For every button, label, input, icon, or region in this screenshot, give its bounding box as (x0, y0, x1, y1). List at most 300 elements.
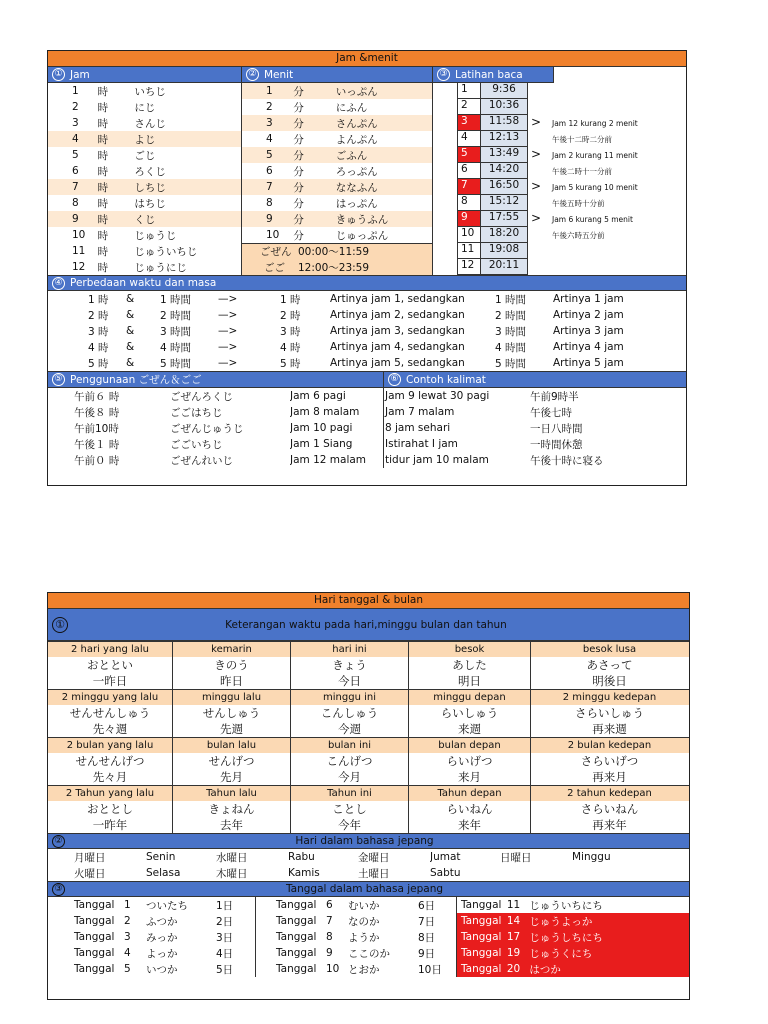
latihan-arrow: > (530, 179, 542, 193)
perbedaan-arrow: —> (218, 357, 238, 369)
tanggal-row (256, 945, 456, 961)
perbedaan-jikan: 2 時間 (160, 309, 192, 322)
tanggal-reading: じゅうくにち (529, 947, 593, 960)
jam-reading: ごじ (134, 149, 156, 162)
keterangan-kanji-cell: 昨日 (173, 673, 291, 689)
perbedaan-arrow: —> (218, 341, 238, 353)
jam-row (48, 227, 241, 243)
perbedaan-row (48, 355, 686, 371)
section-header-hari: ② Hari dalam bahasa jepang (48, 833, 689, 849)
menit-number: 6 (266, 165, 273, 177)
keterangan-kana-row (48, 657, 689, 673)
jam-row (48, 259, 241, 275)
tanggal-row (48, 897, 255, 913)
tanggal-row (48, 913, 255, 929)
menit-reading: じゅっぷん (335, 229, 389, 242)
jam-number: 11 (72, 245, 86, 257)
tanggal-number: 5 (124, 963, 131, 975)
latihan-note: Jam 12 kurang 2 menit (552, 118, 638, 128)
penggunaan-table (48, 388, 384, 468)
contoh-indonesian: Jam 7 malam (385, 406, 455, 418)
menit-kanji: 分 (293, 165, 304, 178)
contoh-japanese: 午後七時 (530, 406, 572, 419)
perbedaan-jam: 4 時 (88, 341, 109, 354)
tanggal-row (256, 913, 456, 929)
hari-kanji: 月曜日 (74, 851, 106, 864)
menit-row (242, 147, 432, 163)
menit-kanji: 分 (293, 181, 304, 194)
keterangan-kana-cell: せんしゅう (173, 705, 291, 721)
latihan-row (433, 227, 683, 243)
tanggal-table (48, 897, 689, 977)
tanggal-reading: ようか (348, 931, 380, 944)
latihan-number: 3 (457, 115, 481, 131)
tanggal-number: 2 (124, 915, 131, 927)
penggunaan-kanji: 午前10時 (74, 422, 119, 435)
menit-number: 10 (266, 229, 280, 241)
keterangan-kanji-cell: 今日 (291, 673, 409, 689)
latihan-number: 7 (457, 179, 481, 195)
keterangan-heads-cell: 2 bulan kedepan (567, 740, 652, 751)
penggunaan-meaning: Jam 12 malam (290, 454, 367, 466)
tanggal-number: 17 (506, 931, 521, 943)
tanggal-row (256, 897, 456, 913)
jam-row (48, 179, 241, 195)
perbedaan-jikan-2: 4 時間 (495, 341, 527, 354)
latihan-time: 17:55 (481, 211, 528, 227)
latihan-number: 5 (457, 147, 481, 163)
tanggal-label: Tanggal (276, 963, 317, 975)
tanggal-reading: ふつか (146, 915, 178, 928)
perbedaan-desc: Artinya jam 2, sedangkan (330, 309, 465, 321)
menit-reading: ろっぷん (335, 165, 378, 178)
latihan-table (433, 83, 683, 275)
tanggal-reading: よっか (146, 947, 178, 960)
jam-number: 9 (72, 213, 79, 225)
keterangan-heads-cell: besok lusa (582, 644, 637, 655)
menit-reading: はっぷん (335, 197, 378, 210)
tanggal-number: 9 (326, 947, 333, 959)
penggunaan-reading: ごごいちじ (170, 438, 223, 451)
perbedaan-jam-2: 1 時 (280, 293, 301, 306)
hari-kanji: 土曜日 (358, 867, 390, 880)
perbedaan-meaning: Artinya 5 jam (553, 357, 624, 369)
latihan-row (433, 147, 683, 163)
tanggal-label: Tanggal (74, 931, 115, 943)
tanggal-number: 8 (326, 931, 333, 943)
keterangan-table (48, 641, 689, 833)
keterangan-kana-cell: らいねん (409, 801, 531, 817)
keterangan-heads-cell: Tahun ini (291, 786, 409, 801)
penggunaan-kanji: 午後１ 時 (74, 438, 120, 451)
menit-table (242, 83, 433, 275)
tanggal-row (256, 961, 456, 977)
keterangan-kanji-cell: 再来月 (592, 770, 627, 784)
tanggal-label: Tanggal (461, 899, 502, 911)
perbedaan-jikan: 1 時間 (160, 293, 192, 306)
menit-kanji: 分 (293, 197, 304, 210)
hari-row (48, 849, 689, 865)
latihan-time: 10:36 (481, 99, 528, 115)
jam-number: 8 (72, 197, 79, 209)
latihan-row (433, 243, 683, 259)
latihan-arrow (528, 259, 544, 275)
gozen-row: ごぜん 00:00〜11:59 (242, 243, 432, 259)
tanggal-row (457, 913, 689, 929)
perbedaan-jikan-2: 2 時間 (495, 309, 527, 322)
perbedaan-row (48, 323, 686, 339)
latihan-arrow: > (530, 147, 542, 161)
keterangan-heads-row (48, 689, 689, 705)
keterangan-kanji-cell: 先々週 (48, 721, 173, 737)
menit-reading: ごふん (335, 149, 368, 162)
jam-row (48, 131, 241, 147)
jam-number: 4 (72, 133, 79, 145)
menit-reading: ななふん (335, 181, 378, 194)
keterangan-kanji-cell: 先々月 (48, 769, 173, 785)
tanggal-label: Tanggal (276, 899, 317, 911)
perbedaan-arrow: —> (218, 325, 238, 337)
section-header-penggunaan: ⑤ Penggunaan ごぜん＆ごご (48, 372, 384, 388)
perbedaan-arrow: —> (218, 293, 238, 305)
tanggal-kanji: 4日 (216, 947, 234, 960)
perbedaan-jam-2: 5 時 (280, 357, 301, 370)
perbedaan-meaning: Artinya 1 jam (553, 293, 624, 305)
penggunaan-meaning: Jam 6 pagi (290, 390, 346, 402)
contoh-japanese: 一日八時間 (530, 422, 583, 435)
contoh-indonesian: Jam 9 lewat 30 pagi (385, 390, 490, 402)
perbedaan-jam: 5 時 (88, 357, 109, 370)
perbedaan-jam-2: 4 時 (280, 341, 301, 354)
keterangan-heads-cell: 2 Tahun yang lalu (48, 786, 173, 801)
menit-kanji: 分 (293, 85, 304, 98)
tanggal-reading: むいか (348, 899, 380, 912)
tanggal-label: Tanggal (276, 915, 317, 927)
tanggal-label: Tanggal (276, 931, 317, 943)
contoh-japanese: 午前9時半 (530, 390, 579, 403)
latihan-arrow (528, 195, 544, 211)
perbedaan-row (48, 339, 686, 355)
penggunaan-meaning: Jam 10 pagi (290, 422, 353, 434)
tanggal-number: 19 (506, 947, 521, 959)
menit-row (242, 227, 432, 243)
sheet2-title: Hari tanggal & bulan (48, 593, 689, 609)
section-header-contoh: ⑥ Contoh kalimat (384, 372, 686, 388)
jam-row (48, 83, 241, 99)
tanggal-row (48, 945, 255, 961)
penggunaan-meaning: Jam 1 Siang (290, 438, 353, 450)
keterangan-kana-cell: らいげつ (409, 753, 531, 769)
perbedaan-meaning: Artinya 4 jam (553, 341, 624, 353)
perbedaan-desc: Artinya jam 4, sedangkan (330, 341, 465, 353)
latihan-time: 15:12 (481, 195, 528, 211)
perbedaan-amp: & (126, 293, 135, 305)
jam-kanji: 時 (97, 197, 109, 210)
penggunaan-reading: ごぜんじゅうじ (170, 422, 244, 435)
jam-reading: にじ (134, 101, 156, 114)
menit-reading: にふん (335, 101, 368, 114)
latihan-row (433, 99, 683, 115)
latihan-arrow (528, 163, 544, 179)
perbedaan-jikan: 4 時間 (160, 341, 192, 354)
menit-row (242, 115, 432, 131)
menit-kanji: 分 (293, 213, 304, 226)
section-header-menit: ② Menit (242, 67, 433, 83)
latihan-number: 9 (457, 211, 481, 227)
keterangan-kana-cell: おととい (48, 657, 173, 673)
jam-number: 3 (72, 117, 79, 129)
keterangan-heads-cell: bulan depan (409, 738, 531, 753)
keterangan-heads-cell: 2 bulan yang lalu (48, 738, 173, 753)
tanggal-kanji: 3日 (216, 931, 234, 944)
penggunaan-row (48, 452, 383, 468)
perbedaan-arrow: —> (218, 309, 238, 321)
menit-number: 5 (266, 149, 273, 161)
penggunaan-reading: ごごはちじ (170, 406, 223, 419)
penggunaan-reading: ごぜんろくじ (170, 390, 233, 403)
menit-number: 9 (266, 213, 273, 225)
keterangan-kanji-cell: 明日 (409, 673, 531, 689)
jam-number: 6 (72, 165, 79, 177)
tanggal-reading: じゅうよっか (529, 915, 593, 928)
keterangan-heads-cell: besok (409, 642, 531, 657)
jam-reading: じゅうじ (134, 229, 177, 242)
section-header-latihan: ③ Latihan baca (433, 67, 554, 83)
perbedaan-desc: Artinya jam 5, sedangkan (330, 357, 465, 369)
jam-number: 12 (72, 261, 86, 273)
tanggal-label: Tanggal (74, 899, 115, 911)
penggunaan-kanji: 午後８ 時 (74, 406, 120, 419)
latihan-row (433, 115, 683, 131)
jam-number: 2 (72, 101, 79, 113)
penggunaan-kanji: 午前０ 時 (74, 454, 120, 467)
keterangan-kana-cell: あさって (586, 658, 633, 672)
keterangan-kana-cell: さらいげつ (580, 754, 639, 768)
contoh-indonesian: Istirahat I jam (385, 438, 458, 450)
tanggal-label: Tanggal (461, 931, 502, 943)
keterangan-kanji-row (48, 769, 689, 785)
hari-kanji: 火曜日 (74, 867, 106, 880)
latihan-row (433, 131, 683, 147)
keterangan-kana-cell: らいしゅう (409, 705, 531, 721)
jam-row (48, 115, 241, 131)
keterangan-kanji-row (48, 673, 689, 689)
menit-reading: いっぷん (335, 85, 378, 98)
penggunaan-row (48, 420, 383, 436)
keterangan-heads-cell: minggu ini (291, 690, 409, 705)
jam-kanji: 時 (97, 85, 109, 98)
tanggal-kanji: 10日 (418, 963, 442, 976)
tanggal-reading: いつか (146, 963, 178, 976)
latihan-number: 11 (457, 243, 481, 259)
perbedaan-meaning: Artinya 3 jam (553, 325, 624, 337)
latihan-note: 午後二時十一分前 (552, 166, 612, 176)
menit-row (242, 131, 432, 147)
keterangan-heads-cell: 2 minggu yang lalu (48, 690, 173, 705)
tanggal-row (256, 929, 456, 945)
tanggal-reading: みっか (146, 931, 178, 944)
contoh-japanese: 一時間休憩 (530, 438, 583, 451)
keterangan-kana-cell: せんせんしゅう (48, 705, 173, 721)
menit-row (242, 179, 432, 195)
latihan-arrow: > (530, 211, 542, 225)
keterangan-heads-cell: kemarin (173, 642, 291, 657)
latihan-arrow (528, 131, 544, 147)
jam-number: 1 (72, 85, 79, 97)
section-header-keterangan: ① Keterangan waktu pada hari,minggu bulan dan tahun (48, 609, 689, 641)
contoh-indonesian: tidur jam 10 malam (385, 454, 489, 466)
jam-number: 5 (72, 149, 79, 161)
penggunaan-row (48, 388, 383, 404)
tanggal-kanji: 2日 (216, 915, 234, 928)
menit-row (242, 195, 432, 211)
menit-row (242, 163, 432, 179)
keterangan-heads-cell: 2 minggu kedepan (562, 692, 657, 703)
tanggal-kanji: 9日 (418, 947, 436, 960)
keterangan-heads-cell: hari ini (291, 642, 409, 657)
tanggal-number: 7 (326, 915, 333, 927)
perbedaan-jikan: 3 時間 (160, 325, 192, 338)
latihan-arrow (528, 83, 544, 99)
latihan-arrow: > (530, 115, 542, 129)
keterangan-kanji-cell: 来月 (409, 769, 531, 785)
contoh-japanese: 午後十時に寝る (530, 454, 604, 467)
keterangan-kanji-cell: 先週 (173, 721, 291, 737)
tanggal-label: Tanggal (74, 947, 115, 959)
tanggal-number: 11 (506, 899, 521, 911)
contoh-row (384, 404, 686, 420)
perbedaan-row (48, 307, 686, 323)
jam-kanji: 時 (97, 213, 109, 226)
menit-row (242, 211, 432, 227)
tanggal-number: 6 (326, 899, 333, 911)
keterangan-kanji-cell: 一昨年 (48, 817, 173, 833)
keterangan-kanji-cell: 今年 (291, 817, 409, 833)
perbedaan-jikan-2: 3 時間 (495, 325, 527, 338)
keterangan-kana-cell: あした (409, 657, 531, 673)
hari-indonesian: Minggu (572, 851, 611, 863)
section-header-jam: ① Jam (48, 67, 242, 83)
tanggal-column (48, 897, 256, 977)
menit-reading: きゅうふん (335, 213, 389, 226)
tanggal-reading: じゅういちにち (529, 899, 603, 912)
contoh-table (384, 388, 686, 468)
keterangan-kanji-row (48, 817, 689, 833)
penggunaan-row (48, 404, 383, 420)
tanggal-row (457, 961, 689, 977)
tanggal-kanji: 7日 (418, 915, 436, 928)
menit-number: 3 (266, 117, 273, 129)
tanggal-row (457, 945, 689, 961)
jam-row (48, 243, 241, 259)
keterangan-heads-cell: bulan lalu (173, 738, 291, 753)
latihan-arrow (528, 227, 544, 243)
tanggal-kanji: 1日 (216, 899, 234, 912)
tanggal-reading: とおか (348, 963, 380, 976)
jam-menit-sheet (47, 50, 687, 486)
latihan-row (433, 83, 683, 99)
keterangan-kana-row (48, 753, 689, 769)
keterangan-kana-row (48, 705, 689, 721)
tanggal-label: Tanggal (74, 915, 115, 927)
menit-row (242, 83, 432, 99)
perbedaan-jam: 3 時 (88, 325, 109, 338)
jam-row (48, 211, 241, 227)
keterangan-kanji-cell: 一昨日 (48, 673, 173, 689)
hari-indonesian: Jumat (430, 851, 461, 863)
menit-number: 1 (266, 85, 273, 97)
tanggal-label: Tanggal (74, 963, 115, 975)
keterangan-kana-row (48, 801, 689, 817)
keterangan-kana-cell: ことし (291, 801, 409, 817)
keterangan-kana-cell: きょう (291, 657, 409, 673)
contoh-row (384, 452, 686, 468)
latihan-row (433, 211, 683, 227)
tanggal-row (457, 929, 689, 945)
jam-row (48, 163, 241, 179)
hari-kanji: 木曜日 (216, 867, 248, 880)
menit-number: 7 (266, 181, 273, 193)
jam-kanji: 時 (97, 245, 109, 258)
keterangan-kanji-cell: 今月 (291, 769, 409, 785)
jam-row (48, 99, 241, 115)
perbedaan-jikan: 5 時間 (160, 357, 192, 370)
penggunaan-reading: ごぜんれいじ (170, 454, 233, 467)
keterangan-kana-cell: こんしゅう (291, 705, 409, 721)
keterangan-kanji-cell: 去年 (173, 817, 291, 833)
keterangan-heads-cell: minggu lalu (173, 690, 291, 705)
menit-reading: よんぷん (335, 133, 378, 146)
tanggal-reading: なのか (348, 915, 380, 928)
penggunaan-kanji: 午前６ 時 (74, 390, 120, 403)
keterangan-kanji-cell: 先月 (173, 769, 291, 785)
tanggal-number: 14 (506, 915, 521, 927)
tanggal-number: 3 (124, 931, 131, 943)
tanggal-kanji: 8日 (418, 931, 436, 944)
latihan-time: 19:08 (481, 243, 528, 259)
menit-number: 2 (266, 101, 273, 113)
tanggal-row (48, 929, 255, 945)
keterangan-heads-cell: 2 hari yang lalu (48, 642, 173, 657)
jam-reading: いちじ (134, 85, 166, 98)
jam-reading: しちじ (134, 181, 166, 194)
keterangan-heads-cell: minggu depan (409, 690, 531, 705)
latihan-note: 午後五時十分前 (552, 198, 605, 208)
sheet-title: Jam &menit (48, 51, 686, 67)
hari-indonesian: Sabtu (430, 867, 461, 879)
tanggal-number: 4 (124, 947, 131, 959)
latihan-arrow (528, 243, 544, 259)
perbedaan-desc: Artinya jam 1, sedangkan (330, 293, 465, 305)
perbedaan-jam-2: 3 時 (280, 325, 301, 338)
keterangan-kana-cell: きょねん (173, 801, 291, 817)
perbedaan-jam: 2 時 (88, 309, 109, 322)
menit-number: 8 (266, 197, 273, 209)
perbedaan-desc: Artinya jam 3, sedangkan (330, 325, 465, 337)
latihan-number: 12 (457, 259, 481, 275)
latihan-time: 9:36 (481, 83, 528, 99)
tanggal-label: Tanggal (276, 947, 317, 959)
menit-kanji: 分 (293, 133, 304, 146)
jam-kanji: 時 (97, 133, 109, 146)
menit-kanji: 分 (293, 101, 304, 114)
hari-indonesian: Kamis (288, 867, 320, 879)
tanggal-kanji: 5日 (216, 963, 234, 976)
latihan-number: 2 (457, 99, 481, 115)
perbedaan-amp: & (126, 309, 135, 321)
hari-kanji: 金曜日 (358, 851, 390, 864)
jam-reading: くじ (134, 213, 156, 226)
